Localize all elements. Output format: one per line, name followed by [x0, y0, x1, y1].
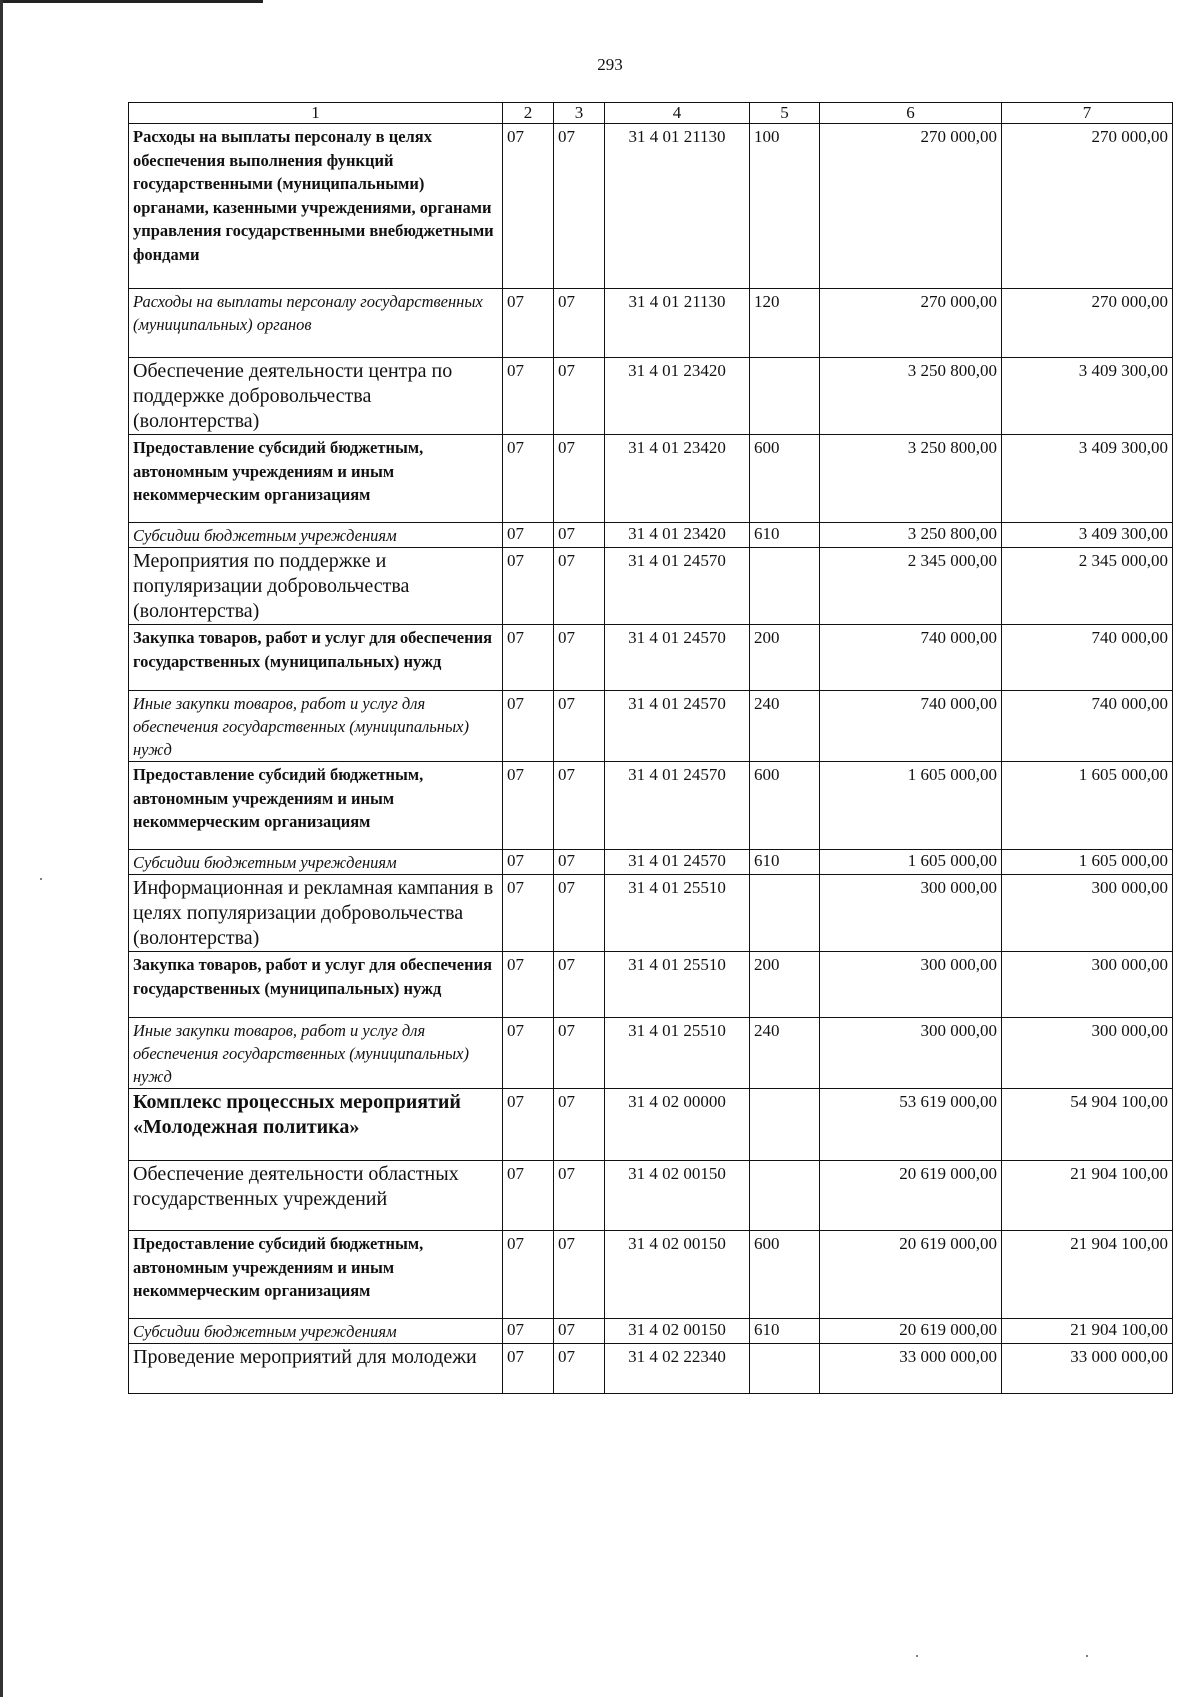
row-name: Мероприятия по поддержке и популяризации добровольчества (волонтерства): [129, 548, 503, 625]
row-expense-type: 610: [750, 523, 820, 548]
row-name: Предоставление субсидий бюджетным, автономным учреждениям и иным некоммерческим организациям: [129, 1231, 503, 1319]
row-subsection: 07: [554, 1161, 605, 1231]
row-amount-year2: 300 000,00: [1002, 952, 1173, 1018]
row-target-article: 31 4 01 24570: [605, 762, 750, 850]
row-amount-year2: 3 409 300,00: [1002, 435, 1173, 523]
table-row: [129, 875, 1173, 952]
row-section: 07: [503, 691, 554, 762]
row-target-article: 31 4 01 24570: [605, 625, 750, 691]
row-name: Закупка товаров, работ и услуг для обеспечения государственных (муниципальных) нужд: [129, 625, 503, 691]
row-expense-type: 200: [750, 952, 820, 1018]
budget-table: [128, 102, 1173, 1394]
row-subsection: 07: [554, 1018, 605, 1089]
row-subsection: 07: [554, 289, 605, 358]
row-section: 07: [503, 1319, 554, 1344]
row-section: 07: [503, 1018, 554, 1089]
row-amount-year2: 300 000,00: [1002, 875, 1173, 952]
row-subsection: 07: [554, 1319, 605, 1344]
row-subsection: 07: [554, 358, 605, 435]
row-amount-year1: 1 605 000,00: [820, 850, 1002, 875]
row-amount-year1: 3 250 800,00: [820, 435, 1002, 523]
row-expense-type: [750, 1089, 820, 1161]
scan-border-left: [0, 0, 3, 1697]
row-expense-type: 600: [750, 1231, 820, 1319]
row-name: Иные закупки товаров, работ и услуг для обеспечения государственных (муниципальных) нужд: [129, 691, 503, 762]
row-subsection: 07: [554, 691, 605, 762]
row-section: 07: [503, 875, 554, 952]
row-amount-year1: 270 000,00: [820, 289, 1002, 358]
row-amount-year1: 33 000 000,00: [820, 1344, 1002, 1394]
scan-border-top: [0, 0, 263, 3]
row-target-article: 31 4 01 25510: [605, 1018, 750, 1089]
row-subsection: 07: [554, 523, 605, 548]
row-amount-year1: 740 000,00: [820, 691, 1002, 762]
header-cell-7: 7: [1002, 103, 1173, 124]
row-name: Иные закупки товаров, работ и услуг для обеспечения государственных (муниципальных) нужд: [129, 1018, 503, 1089]
row-amount-year2: 21 904 100,00: [1002, 1319, 1173, 1344]
row-name: Предоставление субсидий бюджетным, автономным учреждениям и иным некоммерческим организациям: [129, 435, 503, 523]
row-amount-year1: 2 345 000,00: [820, 548, 1002, 625]
row-section: 07: [503, 1089, 554, 1161]
row-name: Предоставление субсидий бюджетным, автономным учреждениям и иным некоммерческим организациям: [129, 762, 503, 850]
row-section: 07: [503, 1231, 554, 1319]
table-row: [129, 358, 1173, 435]
row-target-article: 31 4 01 21130: [605, 289, 750, 358]
row-target-article: 31 4 01 25510: [605, 875, 750, 952]
row-expense-type: 120: [750, 289, 820, 358]
header-cell-4: 4: [605, 103, 750, 124]
row-target-article: 31 4 01 25510: [605, 952, 750, 1018]
row-amount-year1: 20 619 000,00: [820, 1319, 1002, 1344]
row-subsection: 07: [554, 762, 605, 850]
row-expense-type: [750, 1161, 820, 1231]
row-target-article: 31 4 01 23420: [605, 358, 750, 435]
row-amount-year2: 300 000,00: [1002, 1018, 1173, 1089]
row-subsection: 07: [554, 625, 605, 691]
row-amount-year2: 3 409 300,00: [1002, 523, 1173, 548]
row-target-article: 31 4 01 24570: [605, 691, 750, 762]
row-expense-type: [750, 1344, 820, 1394]
row-amount-year1: 20 619 000,00: [820, 1161, 1002, 1231]
row-section: 07: [503, 625, 554, 691]
row-amount-year2: 740 000,00: [1002, 691, 1173, 762]
table-row: [129, 124, 1173, 289]
row-section: 07: [503, 1161, 554, 1231]
table-row: [129, 762, 1173, 850]
page-number: 293: [597, 55, 623, 74]
row-target-article: 31 4 02 00150: [605, 1319, 750, 1344]
row-section: 07: [503, 850, 554, 875]
row-amount-year2: 1 605 000,00: [1002, 850, 1173, 875]
row-expense-type: 600: [750, 435, 820, 523]
row-section: 07: [503, 523, 554, 548]
row-target-article: 31 4 02 22340: [605, 1344, 750, 1394]
row-section: 07: [503, 124, 554, 289]
row-expense-type: [750, 358, 820, 435]
row-amount-year2: 2 345 000,00: [1002, 548, 1173, 625]
row-subsection: 07: [554, 952, 605, 1018]
row-target-article: 31 4 01 24570: [605, 850, 750, 875]
row-expense-type: 600: [750, 762, 820, 850]
row-target-article: 31 4 02 00000: [605, 1089, 750, 1161]
row-expense-type: 200: [750, 625, 820, 691]
row-amount-year2: 54 904 100,00: [1002, 1089, 1173, 1161]
row-target-article: 31 4 01 23420: [605, 435, 750, 523]
table-row: [129, 625, 1173, 691]
row-subsection: 07: [554, 435, 605, 523]
table-row: [129, 691, 1173, 762]
table-row: [129, 289, 1173, 358]
table-row: [129, 548, 1173, 625]
row-expense-type: 240: [750, 691, 820, 762]
table-row: [129, 1161, 1173, 1231]
row-target-article: 31 4 02 00150: [605, 1161, 750, 1231]
row-amount-year2: 270 000,00: [1002, 289, 1173, 358]
row-name: Субсидии бюджетным учреждениям: [129, 523, 503, 548]
row-section: 07: [503, 435, 554, 523]
row-section: 07: [503, 1344, 554, 1394]
row-name: Обеспечение деятельности областных государственных учреждений: [129, 1161, 503, 1231]
row-subsection: 07: [554, 124, 605, 289]
row-amount-year2: 1 605 000,00: [1002, 762, 1173, 850]
row-amount-year1: 270 000,00: [820, 124, 1002, 289]
row-amount-year1: 1 605 000,00: [820, 762, 1002, 850]
row-name: Комплекс процессных мероприятий «Молодежная политика»: [129, 1089, 503, 1161]
table-row: [129, 435, 1173, 523]
row-expense-type: 610: [750, 1319, 820, 1344]
row-amount-year1: 300 000,00: [820, 1018, 1002, 1089]
table-row: [129, 1089, 1173, 1161]
row-expense-type: 100: [750, 124, 820, 289]
row-amount-year1: 300 000,00: [820, 952, 1002, 1018]
header-row: [129, 103, 1173, 124]
row-target-article: 31 4 02 00150: [605, 1231, 750, 1319]
row-amount-year1: 53 619 000,00: [820, 1089, 1002, 1161]
header-cell-3: 3: [554, 103, 605, 124]
row-name: Информационная и рекламная кампания в целях популяризации добровольчества (волонтерства): [129, 875, 503, 952]
row-section: 07: [503, 762, 554, 850]
table-row: [129, 1018, 1173, 1089]
row-expense-type: 240: [750, 1018, 820, 1089]
row-amount-year1: 300 000,00: [820, 875, 1002, 952]
header-cell-5: 5: [750, 103, 820, 124]
row-target-article: 31 4 01 24570: [605, 548, 750, 625]
row-section: 07: [503, 289, 554, 358]
row-name: Проведение мероприятий для молодежи: [129, 1344, 503, 1394]
row-amount-year1: 740 000,00: [820, 625, 1002, 691]
row-subsection: 07: [554, 1344, 605, 1394]
header-cell-6: 6: [820, 103, 1002, 124]
row-target-article: 31 4 01 23420: [605, 523, 750, 548]
row-amount-year2: 33 000 000,00: [1002, 1344, 1173, 1394]
table-row: [129, 952, 1173, 1018]
row-name: Расходы на выплаты персоналу государственных (муниципальных) органов: [129, 289, 503, 358]
row-amount-year1: 3 250 800,00: [820, 358, 1002, 435]
row-target-article: 31 4 01 21130: [605, 124, 750, 289]
row-name: Закупка товаров, работ и услуг для обеспечения государственных (муниципальных) нужд: [129, 952, 503, 1018]
row-amount-year2: 21 904 100,00: [1002, 1231, 1173, 1319]
table-row: [129, 1319, 1173, 1344]
row-subsection: 07: [554, 1231, 605, 1319]
row-amount-year1: 20 619 000,00: [820, 1231, 1002, 1319]
row-subsection: 07: [554, 1089, 605, 1161]
table-row: [129, 850, 1173, 875]
row-name: Обеспечение деятельности центра по поддержке добровольчества (волонтерства): [129, 358, 503, 435]
row-expense-type: [750, 875, 820, 952]
table-row: [129, 1344, 1173, 1394]
row-section: 07: [503, 952, 554, 1018]
row-name: Субсидии бюджетным учреждениям: [129, 1319, 503, 1344]
row-amount-year2: 3 409 300,00: [1002, 358, 1173, 435]
row-subsection: 07: [554, 875, 605, 952]
row-name: Расходы на выплаты персоналу в целях обеспечения выполнения функций государственными (муниципальными) органами, казенными учреждениями, органами управления государственными внебюджетными фондами: [129, 124, 503, 289]
row-section: 07: [503, 358, 554, 435]
row-name: Субсидии бюджетным учреждениям: [129, 850, 503, 875]
row-amount-year1: 3 250 800,00: [820, 523, 1002, 548]
row-subsection: 07: [554, 548, 605, 625]
table-row: [129, 523, 1173, 548]
row-expense-type: 610: [750, 850, 820, 875]
scan-speck: [916, 1655, 918, 1657]
scan-speck: [40, 878, 42, 880]
table-row: [129, 1231, 1173, 1319]
row-amount-year2: 740 000,00: [1002, 625, 1173, 691]
header-cell-1: 1: [129, 103, 503, 124]
row-subsection: 07: [554, 850, 605, 875]
row-amount-year2: 21 904 100,00: [1002, 1161, 1173, 1231]
row-section: 07: [503, 548, 554, 625]
scan-speck: [1086, 1655, 1088, 1657]
row-expense-type: [750, 548, 820, 625]
header-cell-2: 2: [503, 103, 554, 124]
row-amount-year2: 270 000,00: [1002, 124, 1173, 289]
